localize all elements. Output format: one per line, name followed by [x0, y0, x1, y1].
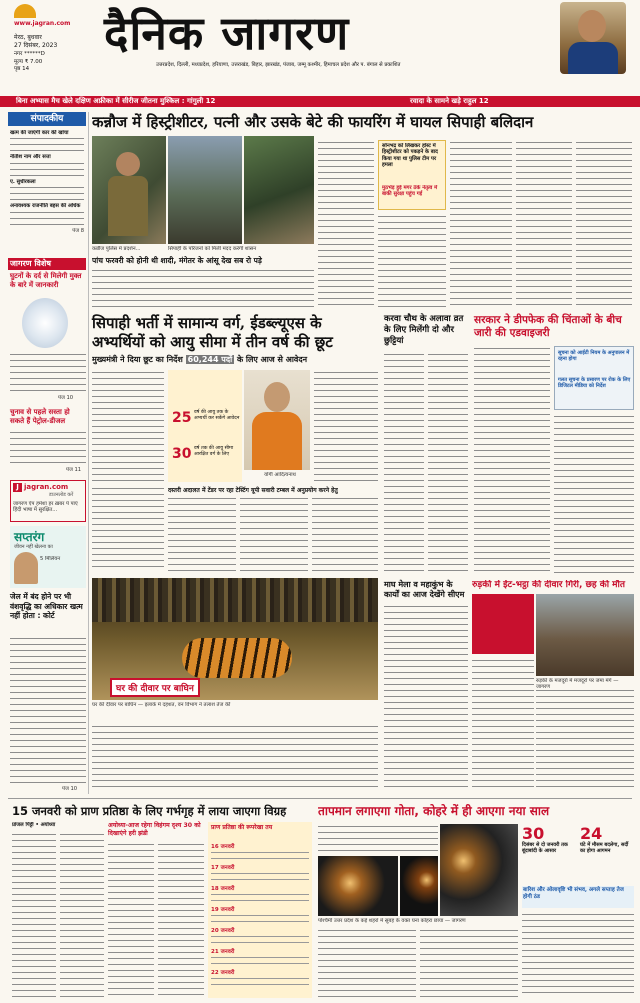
- stat-1-text: वर्ष की आयु तक के अभ्यर्थी कर सकेंगे आवेदन: [194, 410, 240, 421]
- recruitment-body-col1: [92, 370, 164, 482]
- deepfake-box-2: गलत सूचना के प्रसारण पर रोक के लिए डिजिटल मीडिया को निर्देश: [558, 377, 631, 389]
- lead-body-col3: [450, 140, 512, 308]
- ceremony-day: 18 जनवरी: [211, 886, 235, 892]
- recruitment-stats-box: [168, 370, 242, 482]
- editorial-item[interactable]: खत्म की जाएंगी कार की खांचा: [10, 130, 69, 136]
- ceremony-day: 21 जनवरी: [211, 949, 235, 955]
- cm-portrait: [244, 370, 310, 470]
- ceremony-list-title: प्राण प्रतिष्ठा की रूपरेखा तय: [211, 824, 273, 831]
- sidebar-story-jail[interactable]: जेल में बंद होने पर भी वंशवृद्धि का अधिकार खत्म नहीं होता : कोर्ट: [10, 592, 83, 620]
- newspaper-logo: दैनिक जागरण: [104, 6, 350, 60]
- ram-mandir-box[interactable]: अयोध्या-आज रहेगा विहंगम दृश्य 30 को दिखाएंगे हरी झंडी: [108, 822, 201, 837]
- pages-label: पृष्ठ 14: [14, 66, 30, 72]
- sidebar-story-fuel[interactable]: चुनाव से पहले सस्ता हो सकते हैं पेट्रोल-डीजल: [10, 408, 70, 425]
- edition-label: नगर ******D: [14, 51, 45, 57]
- lead-headline[interactable]: कन्नौज में हिस्ट्रीशीटर, पत्नी और उसके बेटे की फायरिंग में घायल सिपाही बलिदान: [92, 113, 534, 131]
- lead-body-col1: [318, 140, 374, 308]
- roorkee-red-box: [472, 594, 534, 654]
- knee-illustration: [22, 298, 68, 348]
- lead-photo-caption-1: कन्नौज पुलिस में प्रदर्शन...: [92, 246, 141, 252]
- recruitment-subhead-after: के लिए आज से आवेदन: [236, 355, 308, 364]
- stat-2-number: 30: [172, 446, 192, 462]
- saptrang-logo: सप्तरंग: [14, 530, 45, 544]
- sidebar-story-jail-page-ref: पेज 10: [62, 786, 78, 792]
- karwachauth-headline[interactable]: करवा चौथ के अलावा व्रत के लिए मिलेंगी दो और छुट्टियां: [384, 314, 464, 346]
- deepfake-box-1: सूचना को आईटी नियम के अनुपालन में रहना होगा: [558, 350, 630, 362]
- lead-box-text: सोनभद्र को लिखकर होस्ट में हिस्ट्रीशीटर को पकड़ने के बाद किया गया था पुलिस टीम पर हमला: [382, 143, 438, 169]
- cm-caption: योगी आदित्यनाथ: [264, 472, 296, 478]
- top-bar-left-story[interactable]: बिना अभ्यास मैच खेले दक्षिण अफ्रीका में सीरीज जीतना मुश्किल : गांगुली 12: [16, 97, 216, 105]
- lead-photo-crowd: [168, 136, 242, 244]
- lead-photo-caption-2: सिपाही के परिजनों को मिली मदद करेगी शासन: [168, 246, 257, 252]
- jagran-app-sub: डाउनलोड करें: [49, 492, 74, 498]
- ceremony-day: 17 जनवरी: [211, 865, 235, 871]
- jagran-app-caption: जागरण ऐप हमेशा हर ख़बर पे पाएं हिंदी भाषा में सुरक्षित...: [13, 501, 78, 514]
- sun-logo: [14, 4, 36, 18]
- jagran-special-title: जागरण विशेष: [8, 258, 86, 270]
- lead-box-text-2: मुठभेड़ हुई मगर ठेके नेतृत्व में बाकी सुरक्षा पहुंच गई: [382, 185, 438, 198]
- cricketer-photo: [560, 2, 626, 74]
- stat-2-text: वर्ष तक की आयु सीमा आरक्षित वर्ग के लिए: [194, 446, 234, 457]
- top-bar-right-story[interactable]: रवादा के सामने खड़े राहुल 12: [410, 97, 489, 105]
- ram-mandir-byline: प्रांजल पिट्टी • अयोध्या: [12, 822, 56, 828]
- saptrang-sub: जीवन नहीं खेलना का: [14, 544, 53, 550]
- recruitment-subhead: [92, 354, 382, 366]
- lead-body-col5: [576, 140, 632, 308]
- deepfake-headline[interactable]: सरकार ने डीपफेक की चिंताओं के बीच जारी की एडवाइजरी: [474, 314, 622, 339]
- editions-line: उत्तरप्रदेश, दिल्ली, मध्यप्रदेश, हरियाणा, उत्तराखंड, बिहार, झारखंड, पंजाब, जम्मू कश्मीर, हिमाचल प्रदेश और प. बंगाल से प्रकाशित: [156, 62, 401, 68]
- weather-stat-2-text: घंटे में मौसम बदलेगा, सर्दी का होगा आगमन: [580, 842, 629, 854]
- lead-highlight-box: [378, 140, 446, 210]
- ceremony-day: 16 जनवरी: [211, 844, 235, 850]
- city-day: मेरठ, बुधवार: [14, 34, 42, 41]
- saptrang-caption: 5 मिलियन: [40, 556, 61, 562]
- lead-subhead[interactable]: पांच फरवरी को होनी थी शादी, मंगेतर के आंसू देख सब रो पड़े: [92, 256, 262, 265]
- sidebar-story-fuel-page-ref: पेज 11: [66, 467, 82, 473]
- weather-headline[interactable]: तापमान लगाएगा गोता, कोहरे में ही आएगा नया साल: [318, 804, 550, 818]
- fog-photo-2: [400, 856, 438, 916]
- recruitment-subhead-highlight: 60,244 पदों: [187, 355, 233, 364]
- weather-stat-2-number: 24: [580, 824, 603, 843]
- tiger-photo: [92, 578, 378, 700]
- website-label: www.jagran.com: [14, 20, 71, 27]
- editorial-list: [10, 130, 84, 234]
- deepfake-box: [554, 346, 634, 410]
- tiger-photo-caption: घर की दीवार पर बाघिन: [110, 678, 200, 697]
- weather-stat-1-text: दिसंबर से दो जनवरी तक बूंदाबांदी के आसार: [522, 842, 568, 854]
- jagran-j-icon: J: [13, 483, 22, 492]
- weather-stat-1-number: 30: [522, 824, 545, 843]
- ceremony-day: 20 जनवरी: [211, 928, 235, 934]
- saptrang-promo[interactable]: [10, 526, 86, 588]
- fog-photo-caption: पश्चिमी उत्तर प्रदेश के कई शहरों में सुबह के वक्त घना कोहरा छाया — जागरण: [318, 918, 466, 924]
- recruitment-lower-title[interactable]: दस्तरी अदालत में टेंडर पर रहा टेस्टिंग यूपी सवारी टम्बल में अनुप्रयोग करने हेतु: [168, 487, 338, 494]
- issue-date: 27 दिसंबर, 2023: [14, 42, 58, 49]
- weather-stat-box: [522, 824, 634, 882]
- editorial-title: संपादकीय: [8, 112, 86, 126]
- editorial-item[interactable]: अनावश्यक राजनीति बहस की अधिक: [10, 203, 81, 210]
- editorial-item[interactable]: नीतीश नाम और सत्ता: [10, 154, 51, 161]
- lead-body-col4: [516, 140, 572, 308]
- roorkee-photo: [536, 594, 634, 676]
- masthead: [0, 0, 640, 76]
- stat-1-number: 25: [172, 410, 192, 426]
- jagran-special-headline[interactable]: घुटनों के दर्द से मिलेगी मुक्त के बारे में जानकारी: [10, 272, 82, 289]
- lead-photo-police: [92, 136, 166, 244]
- bottom-divider: [8, 798, 632, 799]
- price-label: मूल्य ₹ 7.00: [14, 59, 43, 65]
- fog-photo-3: [440, 824, 518, 916]
- jagran-app-title: jagran.com: [24, 483, 69, 491]
- magh-mela-headline[interactable]: माघ मेला व महाकुंभ के कार्यों का आज देखेंगे सीएम: [384, 580, 465, 599]
- ram-mandir-headline[interactable]: 15 जनवरी को प्राण प्रतिष्ठा के लिए गर्भगृह में लाया जाएगा विग्रह: [12, 804, 287, 818]
- ceremony-list: [208, 822, 312, 998]
- top-news-bar: [0, 96, 640, 107]
- lead-body-col2: [378, 214, 446, 308]
- editorial-page-ref: पेज 8: [72, 227, 84, 234]
- tiger-photo-text: घर की दीवार पर बाघिन — इलाके में दहशत, वन विभाग ने तलाश तेज की: [92, 702, 231, 708]
- ceremony-day: 19 जनवरी: [211, 907, 235, 913]
- weather-box: बारिश और ओलावृष्टि भी संभव, अगले सप्ताह तेज होगी ठंड: [522, 886, 634, 908]
- saptrang-portrait: [14, 552, 38, 584]
- editorial-item[interactable]: ए. सुधीरकला: [10, 178, 36, 185]
- left-sidebar: [8, 112, 89, 794]
- recruitment-body-col2: [314, 370, 378, 482]
- roorkee-headline[interactable]: रुड़की में ईंट-भट्ठा की दीवार गिरी, छह की मौत: [472, 580, 626, 590]
- fog-photo-1: [318, 856, 398, 916]
- jagran-special-page-ref: पेज 10: [58, 395, 74, 401]
- jagran-app-promo[interactable]: [10, 480, 86, 522]
- roorkee-caption: रुड़की के मजदूरों में मजदूरों पर जमा मंगे —: [536, 678, 619, 684]
- recruitment-subhead-before: मुख्यमंत्री ने दिया छूट का निर्देश: [92, 355, 183, 364]
- ceremony-day: 22 जनवरी: [211, 970, 235, 976]
- recruitment-headline[interactable]: सिपाही भर्ती में सामान्य वर्ग, ईडब्ल्यूएस के अभ्यर्थियों को आयु सीमा में तीन वर्ष की छूट: [92, 314, 333, 351]
- lead-photo-funeral: [244, 136, 314, 244]
